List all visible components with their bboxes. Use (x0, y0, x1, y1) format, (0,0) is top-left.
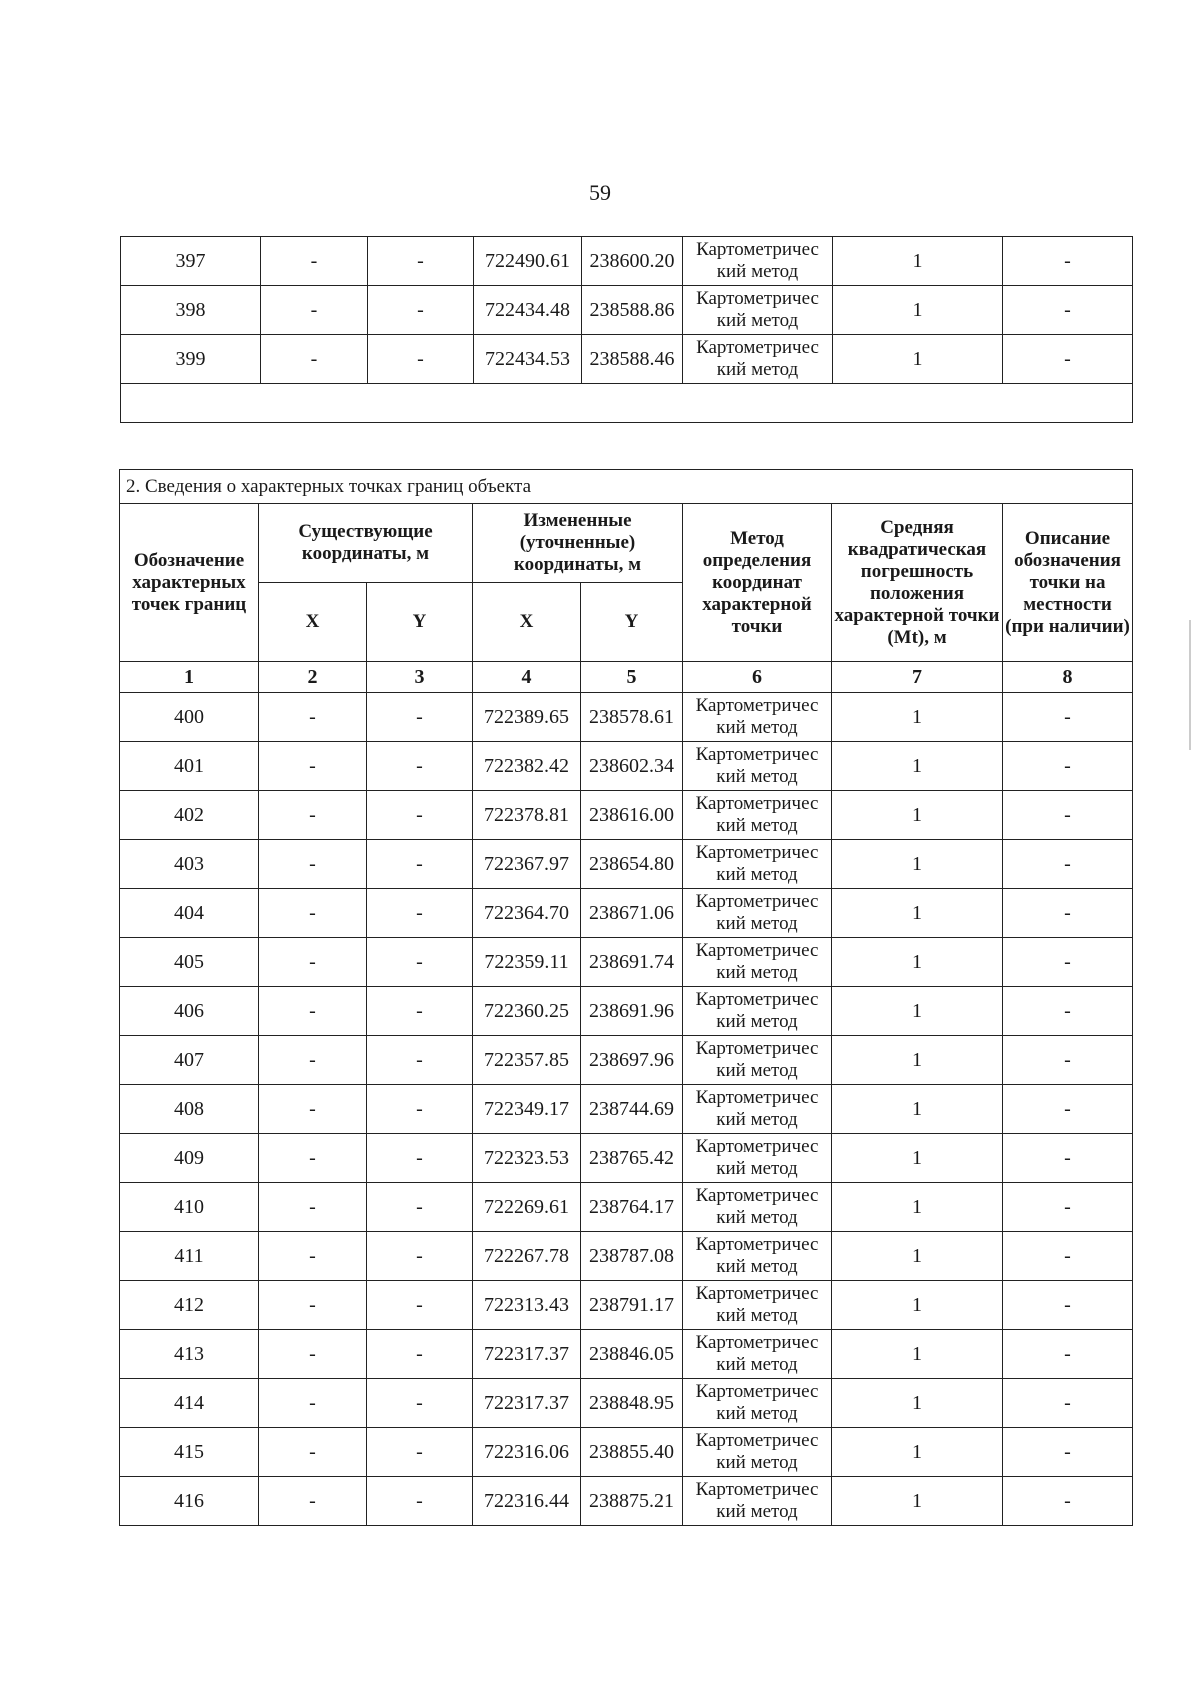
cell-mean-error: 1 (833, 237, 1003, 286)
cell-mean-error: 1 (832, 1330, 1003, 1379)
cell-changed-y: 238578.61 (581, 693, 683, 742)
page-number: 59 (589, 180, 611, 205)
cell-point: 413 (120, 1330, 259, 1379)
cell-existing-x: - (259, 1477, 367, 1526)
boundary-points-body (120, 693, 1133, 1526)
header-existing-x: X (259, 583, 367, 662)
header-changed-y: Y (581, 583, 683, 662)
cell-description: - (1003, 1379, 1133, 1428)
cell-changed-y: 238671.06 (581, 889, 683, 938)
table-row (120, 1379, 1133, 1428)
cell-description: - (1003, 1183, 1133, 1232)
table-row (121, 335, 1133, 384)
cell-changed-x: 722364.70 (473, 889, 581, 938)
continuation-table (120, 236, 1133, 423)
cell-description: - (1003, 1232, 1133, 1281)
cell-existing-y: - (367, 1134, 473, 1183)
cell-existing-x: - (259, 1232, 367, 1281)
cell-method: Картометричес кий метод (683, 938, 832, 987)
cell-changed-x: 722316.06 (473, 1428, 581, 1477)
column-number: 1 (120, 662, 259, 693)
cell-existing-y: - (367, 1036, 473, 1085)
cell-existing-x: - (259, 889, 367, 938)
cell-mean-error: 1 (832, 987, 1003, 1036)
table-row (120, 693, 1133, 742)
table-row (120, 1036, 1133, 1085)
cell-changed-x: 722317.37 (473, 1379, 581, 1428)
cell-point: 398 (121, 286, 261, 335)
cell-existing-y: - (367, 889, 473, 938)
cell-mean-error: 1 (832, 742, 1003, 791)
cell-changed-y: 238654.80 (581, 840, 683, 889)
header-point-designation: Обозначение характерных точек границ (120, 504, 259, 662)
cell-changed-x: 722360.25 (473, 987, 581, 1036)
column-number: 4 (473, 662, 581, 693)
continuation-table-body (121, 237, 1133, 423)
cell-changed-y: 238691.74 (581, 938, 683, 987)
table-row (120, 840, 1133, 889)
cell-changed-x: 722434.48 (474, 286, 582, 335)
cell-changed-x: 722389.65 (473, 693, 581, 742)
cell-description: - (1003, 1281, 1133, 1330)
cell-existing-x: - (259, 1085, 367, 1134)
cell-changed-y: 238588.46 (582, 335, 683, 384)
cell-description: - (1003, 1134, 1133, 1183)
cell-changed-x: 722317.37 (473, 1330, 581, 1379)
cell-point: 404 (120, 889, 259, 938)
cell-changed-x: 722349.17 (473, 1085, 581, 1134)
table-row (120, 1330, 1133, 1379)
cell-existing-y: - (367, 1330, 473, 1379)
cell-changed-x: 722378.81 (473, 791, 581, 840)
cell-method: Картометричес кий метод (683, 693, 832, 742)
cell-existing-x: - (261, 237, 368, 286)
cell-method: Картометричес кий метод (683, 1036, 832, 1085)
cell-method: Картометричес кий метод (683, 1134, 832, 1183)
header-changed-x: X (473, 583, 581, 662)
cell-mean-error: 1 (832, 1036, 1003, 1085)
cell-changed-y: 238691.96 (581, 987, 683, 1036)
header-changed-coords: Измененные (уточненные) координаты, м (473, 504, 683, 583)
table-row (120, 1134, 1133, 1183)
cell-existing-y: - (367, 987, 473, 1036)
cell-changed-y: 238787.08 (581, 1232, 683, 1281)
cell-existing-x: - (259, 1379, 367, 1428)
table-row (120, 1232, 1133, 1281)
header-existing-coords: Существующие координаты, м (259, 504, 473, 583)
cell-changed-x: 722490.61 (474, 237, 582, 286)
cell-changed-x: 722434.53 (474, 335, 582, 384)
cell-point: 400 (120, 693, 259, 742)
cell-description: - (1003, 889, 1133, 938)
cell-description: - (1003, 335, 1133, 384)
column-number: 6 (683, 662, 832, 693)
cell-existing-y: - (367, 742, 473, 791)
table-row (120, 1085, 1133, 1134)
cell-existing-x: - (259, 840, 367, 889)
cell-point: 412 (120, 1281, 259, 1330)
cell-changed-y: 238855.40 (581, 1428, 683, 1477)
cell-method: Картометричес кий метод (683, 1330, 832, 1379)
empty-row (121, 384, 1133, 423)
cell-method: Картометричес кий метод (683, 1428, 832, 1477)
column-number: 5 (581, 662, 683, 693)
cell-mean-error: 1 (832, 1085, 1003, 1134)
column-number: 8 (1003, 662, 1133, 693)
cell-method: Картометричес кий метод (683, 1281, 832, 1330)
table-row (120, 1281, 1133, 1330)
cell-existing-y: - (367, 1477, 473, 1526)
cell-description: - (1003, 1085, 1133, 1134)
header-mean-error: Средняя квадратическая погрешность положения характерной точки (Mt), м (832, 504, 1003, 662)
cell-existing-y: - (367, 1428, 473, 1477)
cell-changed-y: 238791.17 (581, 1281, 683, 1330)
cell-changed-x: 722359.11 (473, 938, 581, 987)
cell-existing-x: - (259, 1330, 367, 1379)
cell-changed-y: 238764.17 (581, 1183, 683, 1232)
table-row (120, 987, 1133, 1036)
table-row (120, 1428, 1133, 1477)
cell-existing-x: - (259, 1183, 367, 1232)
cell-changed-x: 722316.44 (473, 1477, 581, 1526)
table-row (120, 742, 1133, 791)
cell-description: - (1003, 1477, 1133, 1526)
cell-existing-x: - (259, 791, 367, 840)
cell-existing-y: - (368, 286, 474, 335)
cell-existing-y: - (367, 1085, 473, 1134)
cell-existing-y: - (367, 1183, 473, 1232)
table-row (120, 1477, 1133, 1526)
cell-point: 407 (120, 1036, 259, 1085)
cell-existing-x: - (261, 335, 368, 384)
cell-existing-x: - (259, 742, 367, 791)
table-row (120, 938, 1133, 987)
cell-point: 401 (120, 742, 259, 791)
cell-existing-x: - (261, 286, 368, 335)
cell-method: Картометричес кий метод (683, 742, 832, 791)
cell-changed-y: 238697.96 (581, 1036, 683, 1085)
cell-changed-x: 722313.43 (473, 1281, 581, 1330)
cell-mean-error: 1 (832, 1428, 1003, 1477)
table-row (120, 1183, 1133, 1232)
cell-mean-error: 1 (832, 693, 1003, 742)
cell-changed-y: 238875.21 (581, 1477, 683, 1526)
boundary-points-table (119, 469, 1133, 1526)
cell-description: - (1003, 791, 1133, 840)
header-method: Метод определения координат характерной точки (683, 504, 832, 662)
cell-existing-y: - (367, 938, 473, 987)
cell-point: 414 (120, 1379, 259, 1428)
table-row (120, 791, 1133, 840)
cell-method: Картометричес кий метод (683, 791, 832, 840)
cell-mean-error: 1 (832, 1379, 1003, 1428)
cell-existing-y: - (367, 1232, 473, 1281)
cell-point: 402 (120, 791, 259, 840)
cell-point: 397 (121, 237, 261, 286)
cell-changed-x: 722323.53 (473, 1134, 581, 1183)
cell-method: Картометричес кий метод (683, 987, 832, 1036)
cell-description: - (1003, 840, 1133, 889)
header-description: Описание обозначения точки на местности (при наличии) (1003, 504, 1133, 662)
cell-changed-y: 238846.05 (581, 1330, 683, 1379)
table-row (121, 237, 1133, 286)
cell-mean-error: 1 (832, 1134, 1003, 1183)
cell-existing-y: - (368, 335, 474, 384)
cell-point: 409 (120, 1134, 259, 1183)
cell-mean-error: 1 (832, 1183, 1003, 1232)
cell-changed-x: 722357.85 (473, 1036, 581, 1085)
cell-point: 410 (120, 1183, 259, 1232)
cell-changed-y: 238848.95 (581, 1379, 683, 1428)
section-title: 2. Сведения о характерных точках границ объекта (120, 470, 1133, 504)
cell-changed-x: 722267.78 (473, 1232, 581, 1281)
cell-existing-y: - (367, 1281, 473, 1330)
cell-method: Картометричес кий метод (683, 237, 833, 286)
cell-point: 406 (120, 987, 259, 1036)
cell-method: Картометричес кий метод (683, 889, 832, 938)
cell-description: - (1003, 1428, 1133, 1477)
cell-mean-error: 1 (832, 938, 1003, 987)
cell-description: - (1003, 693, 1133, 742)
cell-existing-y: - (368, 237, 474, 286)
cell-description: - (1003, 987, 1133, 1036)
cell-method: Картометричес кий метод (683, 1379, 832, 1428)
cell-description: - (1003, 1330, 1133, 1379)
cell-existing-y: - (367, 693, 473, 742)
cell-changed-y: 238616.00 (581, 791, 683, 840)
column-number: 7 (832, 662, 1003, 693)
cell-point: 415 (120, 1428, 259, 1477)
cell-description: - (1003, 1036, 1133, 1085)
cell-mean-error: 1 (832, 889, 1003, 938)
cell-existing-x: - (259, 1281, 367, 1330)
cell-method: Картометричес кий метод (683, 1232, 832, 1281)
cell-description: - (1003, 742, 1133, 791)
column-number-row (120, 662, 1133, 693)
cell-changed-y: 238600.20 (582, 237, 683, 286)
table-row (121, 286, 1133, 335)
cell-existing-x: - (259, 693, 367, 742)
cell-point: 408 (120, 1085, 259, 1134)
cell-changed-x: 722367.97 (473, 840, 581, 889)
cell-method: Картометричес кий метод (683, 840, 832, 889)
empty-cell (121, 384, 1133, 423)
cell-point: 411 (120, 1232, 259, 1281)
scan-edge-mark (1189, 620, 1191, 750)
cell-existing-y: - (367, 840, 473, 889)
cell-description: - (1003, 938, 1133, 987)
cell-existing-y: - (367, 791, 473, 840)
cell-existing-x: - (259, 1134, 367, 1183)
cell-existing-x: - (259, 1428, 367, 1477)
cell-existing-y: - (367, 1379, 473, 1428)
table-row (120, 889, 1133, 938)
cell-method: Картометричес кий метод (683, 1477, 832, 1526)
cell-method: Картометричес кий метод (683, 286, 833, 335)
cell-changed-y: 238602.34 (581, 742, 683, 791)
cell-changed-y: 238744.69 (581, 1085, 683, 1134)
cell-existing-x: - (259, 1036, 367, 1085)
cell-changed-y: 238765.42 (581, 1134, 683, 1183)
cell-point: 405 (120, 938, 259, 987)
cell-mean-error: 1 (833, 335, 1003, 384)
cell-method: Картометричес кий метод (683, 1183, 832, 1232)
cell-point: 399 (121, 335, 261, 384)
header-existing-y: Y (367, 583, 473, 662)
cell-existing-x: - (259, 938, 367, 987)
cell-changed-y: 238588.86 (582, 286, 683, 335)
cell-point: 416 (120, 1477, 259, 1526)
cell-mean-error: 1 (832, 1232, 1003, 1281)
column-number: 2 (259, 662, 367, 693)
cell-method: Картометричес кий метод (683, 1085, 832, 1134)
cell-description: - (1003, 286, 1133, 335)
cell-mean-error: 1 (832, 840, 1003, 889)
cell-changed-x: 722382.42 (473, 742, 581, 791)
cell-mean-error: 1 (832, 791, 1003, 840)
cell-description: - (1003, 237, 1133, 286)
cell-mean-error: 1 (833, 286, 1003, 335)
cell-mean-error: 1 (832, 1477, 1003, 1526)
cell-mean-error: 1 (832, 1281, 1003, 1330)
cell-method: Картометричес кий метод (683, 335, 833, 384)
cell-existing-x: - (259, 987, 367, 1036)
cell-changed-x: 722269.61 (473, 1183, 581, 1232)
column-number: 3 (367, 662, 473, 693)
cell-point: 403 (120, 840, 259, 889)
